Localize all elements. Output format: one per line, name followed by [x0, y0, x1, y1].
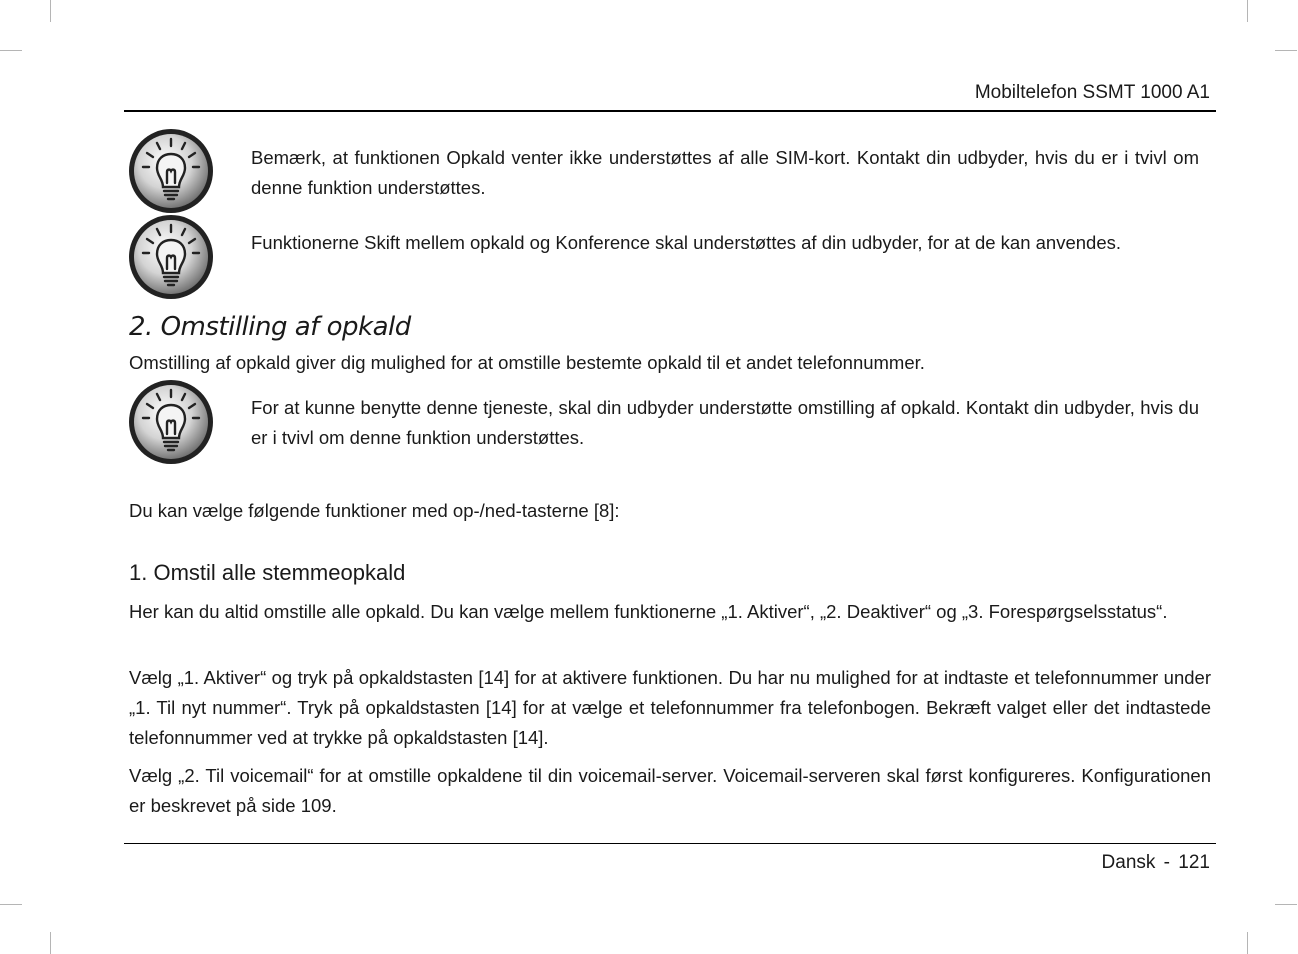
header-rule: [124, 110, 1216, 112]
paragraph: Vælg „1. Aktiver“ og tryk på opkaldstasten [14] for at aktivere funktionen. Du har nu mulighed for at indtaste et telefonnummer under „1. Til nyt nummer“. Tryk på opkaldstasten [14] for at vælge et telefonnummer fra telefonbogen. Bekræft valget eller det indtastede telefonnummer ved at trykke på opkaldstasten [14].: [129, 667, 1211, 748]
paragraph: Her kan du altid omstille alle opkald. Du kan vælge mellem funktionerne „1. Aktiver“, „2. Deaktiver“ og „3. Forespørgselsstatus“.: [129, 601, 1168, 622]
crop-mark: [1275, 904, 1297, 905]
section-heading: 2. Omstilling af opkald: [129, 312, 411, 342]
paragraph: Vælg „2. Til voicemail“ for at omstille opkaldene til din voicemail-server. Voicemail-serveren skal først konfigureres. Konfigurationen er beskrevet på side 109.: [129, 765, 1211, 816]
crop-mark: [50, 0, 51, 22]
crop-mark: [0, 50, 22, 51]
choose-functions-text: Du kan vælge følgende funktioner med op-/ned-tasterne [8]:: [129, 500, 620, 521]
lightbulb-icon: [127, 213, 215, 301]
subsection-heading: 1. Omstil alle stemmeopkald: [129, 560, 406, 585]
lightbulb-icon: [127, 127, 215, 215]
note-text: Bemærk, at funktionen Opkald venter ikke understøttes af alle SIM-kort. Kontakt din udbyder, hvis du er i tvivl om denne funktion understøttes.: [251, 147, 1199, 198]
note-text: Funktionerne Skift mellem opkald og Konference skal understøttes af din udbyder, for at de kan anvendes.: [251, 232, 1122, 253]
lightbulb-icon: [127, 378, 215, 466]
page-header-title: Mobiltelefon SSMT 1000 A1: [974, 82, 1210, 103]
crop-mark: [1247, 0, 1248, 22]
section-intro: Omstilling af opkald giver dig mulighed for at omstille bestemte opkald til et andet telefonnummer.: [129, 352, 925, 373]
crop-mark: [1247, 932, 1248, 954]
page-footer: Dansk - 121: [1101, 852, 1210, 873]
crop-mark: [50, 932, 51, 954]
crop-mark: [0, 904, 22, 905]
crop-mark: [1275, 50, 1297, 51]
note-text: For at kunne benytte denne tjeneste, skal din udbyder understøtte omstilling af opkald. Kontakt din udbyder, hvis du er i tvivl om denne funktion understøttes.: [251, 397, 1199, 448]
footer-rule: [124, 843, 1216, 844]
